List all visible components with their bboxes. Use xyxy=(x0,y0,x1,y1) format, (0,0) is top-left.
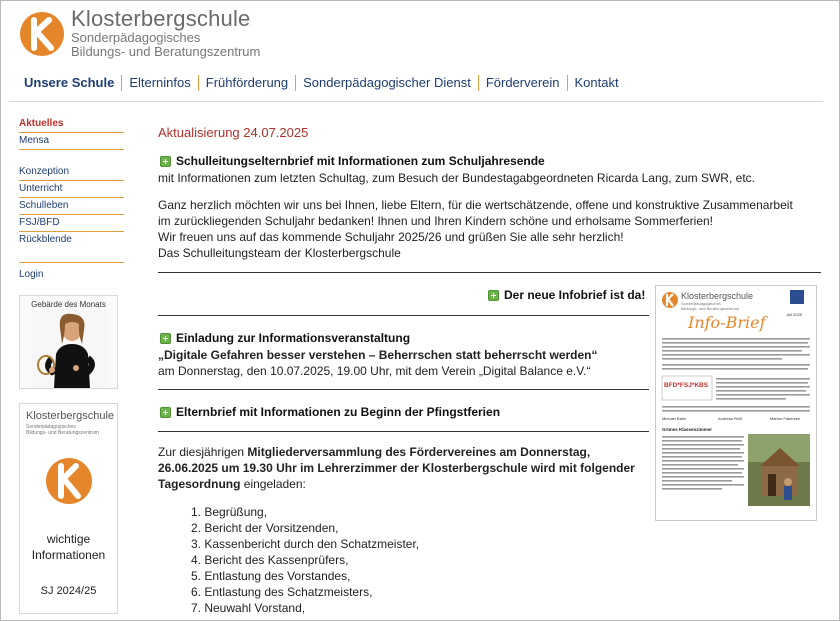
article-heading-einladung[interactable] xyxy=(160,331,410,345)
plus-icon xyxy=(160,333,171,344)
sidebar-item-fsj-bfd[interactable]: FSJ/BFD xyxy=(19,217,60,228)
infobrief-month: Juli 2025 xyxy=(786,312,803,317)
sidebar-item-login[interactable]: Login xyxy=(19,269,44,280)
infobrief-preview-image xyxy=(656,286,816,520)
plus-icon xyxy=(488,290,499,301)
article-subtitle: „Digitale Gefahren besser verstehen – Beherrschen statt beherrscht werden“ xyxy=(158,348,598,362)
sidebar-item-konzeption[interactable]: Konzeption xyxy=(19,166,70,177)
article-paragraph xyxy=(158,476,306,492)
card-logo-icon xyxy=(44,456,94,506)
list-item: 1. Begrüßung, xyxy=(191,505,268,519)
card-message-line1: wichtige xyxy=(46,532,91,546)
nav-foerderverein[interactable]: Förderverein xyxy=(478,75,567,91)
nav-unsere-schule[interactable]: Unsere Schule xyxy=(24,75,115,90)
article-title: Elternbrief mit Informationen zu Beginn der Pfingstferien xyxy=(176,405,501,419)
card-brand-subtitle-1: Sonderpädagogisches xyxy=(26,424,76,430)
card-brand-name: Klosterbergschule xyxy=(26,410,115,422)
brand-subtitle-2: Bildungs- und Beratungszentrum xyxy=(71,44,261,59)
infobrief-signature-1: Michael Balm xyxy=(662,416,687,421)
nav-fruehfoerderung[interactable]: Frühförderung xyxy=(198,75,295,91)
infobrief-signature-3: Marion Fabersen xyxy=(770,416,801,421)
infobrief-org-name: Klosterbergschule xyxy=(681,291,754,301)
agenda-list xyxy=(191,504,419,616)
brand-name: Klosterbergschule xyxy=(71,6,251,31)
article-summary: am Donnerstag, den 10.07.2025, 19.00 Uhr, mit dem Verein „Digital Balance e.V.“ xyxy=(158,364,591,378)
article-heading-pfingstferien[interactable] xyxy=(160,405,500,419)
sidebar-item-schulleben[interactable]: Schulleben xyxy=(19,200,69,211)
article-paragraph: Wir freuen uns auf das kommende Schuljahr 2025/26 und grüßen Sie alle sehr herzlich! xyxy=(158,230,624,244)
article-title: Schulleitungselternbrief mit Informationen zum Schuljahresende xyxy=(176,154,545,168)
gesture-title: Gebärde des Monats xyxy=(31,300,106,309)
infobrief-org-subtitle-1: Sonderpädagogisches xyxy=(681,301,721,306)
list-item: 6. Entlastung des Schatzmeisters, xyxy=(191,585,373,599)
list-item: 2. Bericht der Vorsitzenden, xyxy=(191,521,339,535)
school-logo-icon[interactable] xyxy=(17,9,69,59)
article-title: Einladung zur Informationsveranstaltung xyxy=(176,331,411,345)
card-school-year: SJ 2024/25 xyxy=(40,585,97,597)
infobrief-org-subtitle-2: Bildungs- und Beratungszentrum xyxy=(681,306,740,311)
important-info-card[interactable] xyxy=(19,403,118,614)
card-brand-subtitle-2: Bildungs- und Beratungszentrum xyxy=(26,430,99,436)
infobrief-title: Info-Brief xyxy=(688,313,766,332)
section-divider xyxy=(158,272,821,273)
article-summary: mit Informationen zum letzten Schultag, zum Besuch der Bundestagabgeordneten Ricarda Lang, zum SWR, etc. xyxy=(158,171,755,185)
main-navigation xyxy=(17,73,626,93)
gesture-photo-image xyxy=(32,310,108,388)
section-divider xyxy=(158,389,649,390)
card-message xyxy=(20,531,117,563)
article-heading-schulleitungselternbrief[interactable] xyxy=(160,154,545,168)
text-run: eingeladen: xyxy=(240,477,306,491)
plus-icon xyxy=(160,407,171,418)
site-header xyxy=(1,1,839,101)
sidebar-divider xyxy=(19,262,124,263)
article-paragraph xyxy=(158,444,590,460)
header-divider xyxy=(9,101,823,102)
gesture-of-month-box[interactable] xyxy=(19,295,118,389)
list-item: 3. Kassenbericht durch den Schatzmeister, xyxy=(191,537,420,551)
article-paragraph: Ganz herzlich möchten wir uns bei Ihnen, liebe Eltern, für die wertschätzende, offene und konstruktive Zusammenarbeit xyxy=(158,198,793,212)
plus-icon xyxy=(160,156,171,167)
infobrief-section-title: Grünes Klassenzimmer xyxy=(662,427,713,432)
infobrief-signature-2: Andreas Reiß xyxy=(718,416,743,421)
text-run: Zur diesjährigen xyxy=(158,445,248,459)
card-message-line2: Informationen xyxy=(31,548,106,562)
nav-elterninfos[interactable]: Elterninfos xyxy=(121,75,197,91)
nav-kontakt[interactable]: Kontakt xyxy=(567,75,626,91)
article-title: Der neue Infobrief ist da! xyxy=(504,288,646,302)
sidebar-item-mensa[interactable]: Mensa xyxy=(19,135,50,146)
sidebar-item-aktuelles[interactable]: Aktuelles xyxy=(19,118,64,129)
article-heading-infobrief[interactable] xyxy=(488,288,645,302)
brand-subtitle-1: Sonderpädagogisches xyxy=(71,30,201,45)
infobrief-thumbnail[interactable] xyxy=(655,285,817,521)
update-date-heading: Aktualisierung 24.07.2025 xyxy=(158,125,309,140)
list-item: 7. Neuwahl Vorstand, xyxy=(191,601,306,615)
list-item: 5. Entlastung des Vorstandes, xyxy=(191,569,351,583)
infobrief-badge: BFD*FSJ*KBS xyxy=(664,382,709,389)
list-item: 4. Bericht des Kassenprüfers, xyxy=(191,553,349,567)
article-paragraph: im zurückliegenden Schuljahr bedanken! Ihnen und Ihren Kindern schöne und erholsame Sommerferien! xyxy=(158,214,714,228)
section-divider xyxy=(158,431,649,432)
sidebar-item-rueckblende[interactable]: Rückblende xyxy=(19,234,72,245)
nav-sonderpaedagogischer-dienst[interactable]: Sonderpädagogischer Dienst xyxy=(295,75,478,91)
section-divider xyxy=(158,315,649,316)
article-paragraph: Das Schulleitungsteam der Klosterbergschule xyxy=(158,246,401,260)
text-run-bold: Tagesordnung xyxy=(158,477,241,491)
article-paragraph: 26.06.2025 um 19.30 Uhr im Lehrerzimmer der Klosterbergschule wird mit folgender xyxy=(158,461,635,475)
sidebar-item-unterricht[interactable]: Unterricht xyxy=(19,183,63,194)
sidebar xyxy=(19,116,125,597)
text-run-bold: Mitgliederversammlung des Fördervereines am Donnerstag, xyxy=(247,445,591,459)
